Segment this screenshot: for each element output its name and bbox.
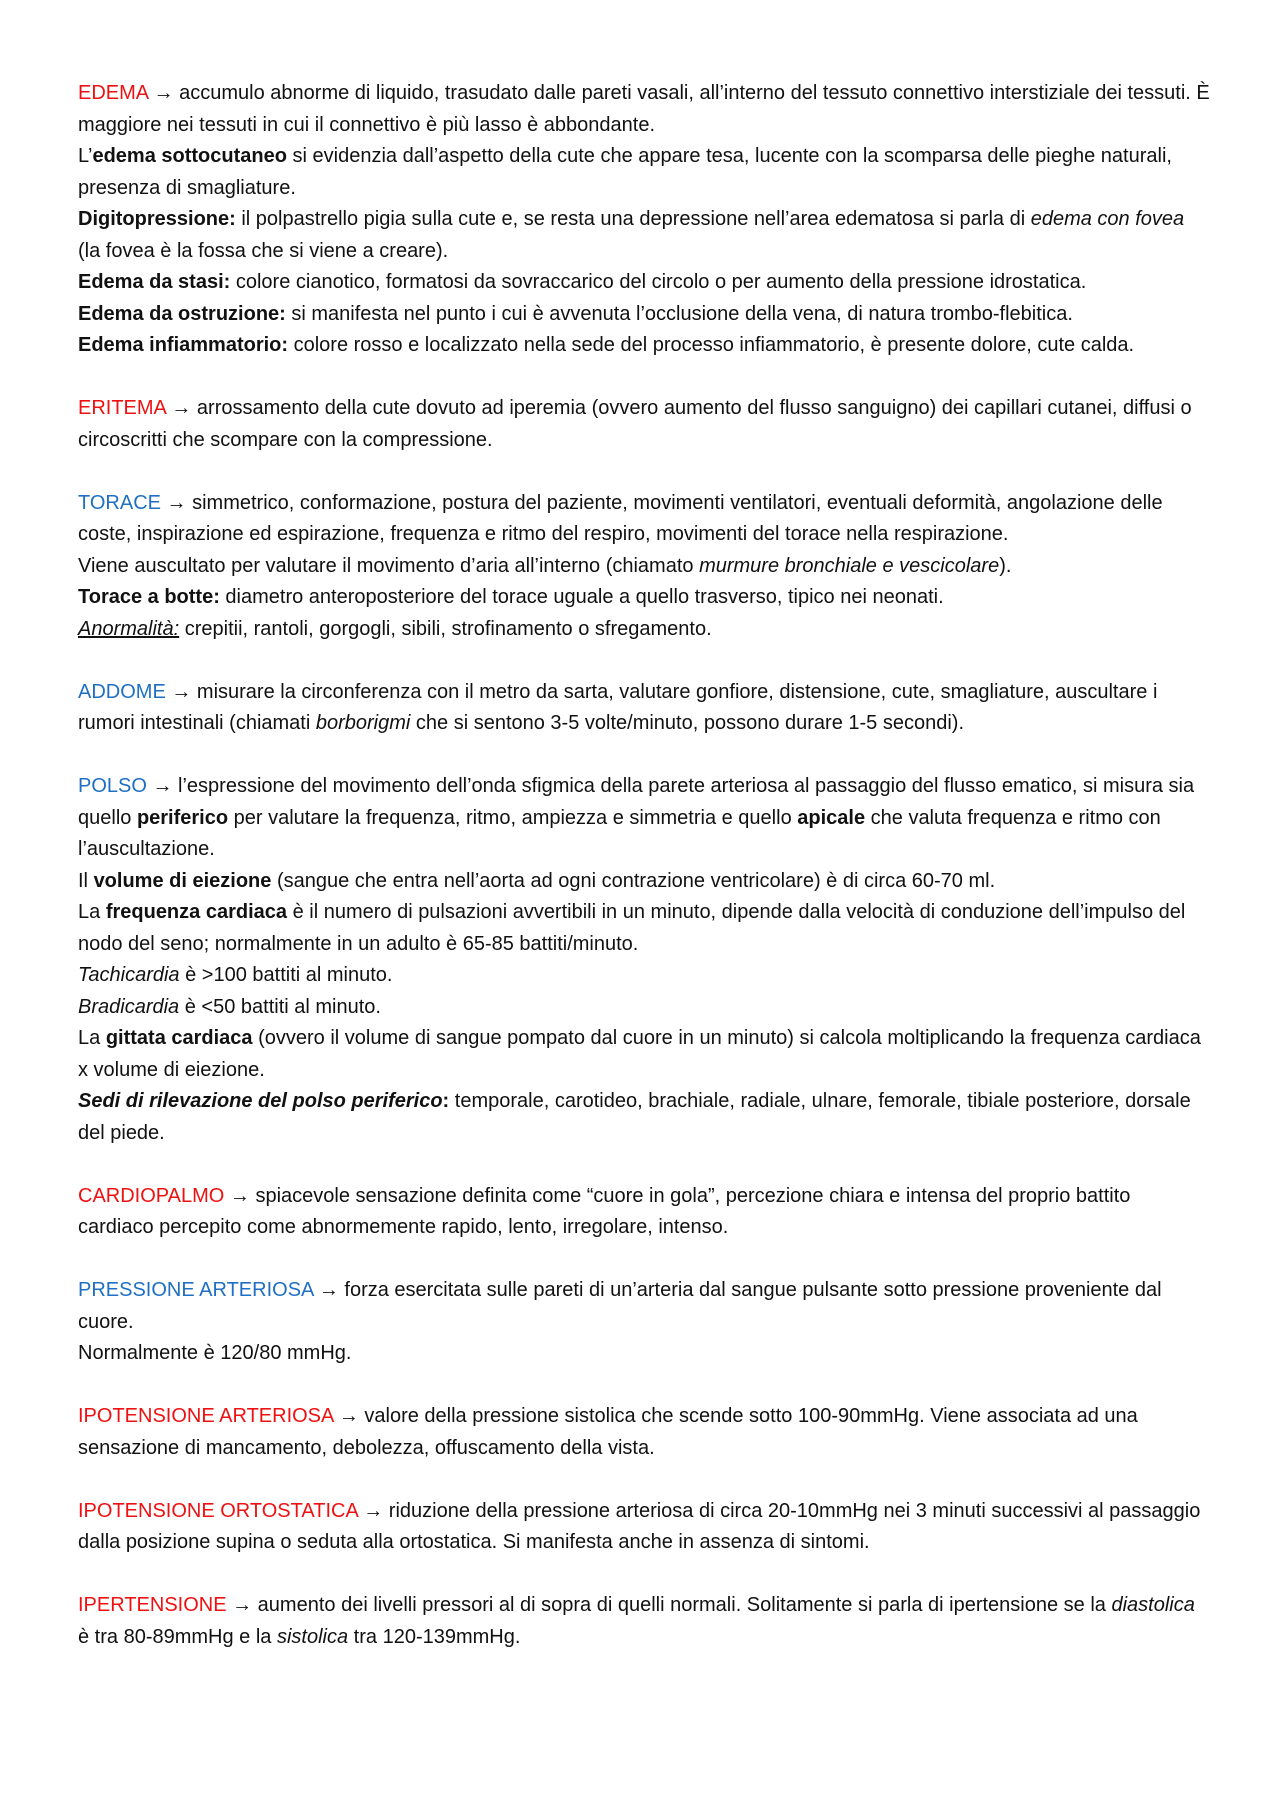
section-cardiopalmo	[78, 1181, 1210, 1244]
paragraph: L’edema sottocutaneo si evidenzia dall’aspetto della cute che appare tesa, lucente con la scomparsa delle pieghe naturali, presenza di smagliature.	[78, 145, 1172, 199]
paragraph: Edema da ostruzione: si manifesta nel punto i cui è avvenuta l’occlusione della vena, di natura trombo-flebitica.	[78, 302, 1073, 325]
arrow-icon: →	[171, 680, 192, 703]
paragraph: Edema infiammatorio: colore rosso e localizzato nella sede del processo infiammatorio, è presente dolore, cute calda.	[78, 334, 1135, 356]
paragraph: CARDIOPALMO → spiacevole sensazione definita come “cuore in gola”, percezione chiara e intensa del proprio battito cardiaco percepito come abnormemente rapido, lento, irregolare, intenso.	[78, 1184, 1131, 1238]
heading-ipotensione-ortostatica: IPOTENSIONE ORTOSTATICA	[78, 1499, 358, 1522]
arrow-icon: →	[153, 82, 174, 104]
paragraph: La gittata cardiaca (ovvero il volume di sangue pompato dal cuore in un minuto) si calcola moltiplicando la frequenza cardiaca x volume di eiezione.	[78, 1027, 1201, 1081]
paragraph: Sedi di rilevazione del polso periferico: temporale, carotideo, brachiale, radiale, ulnare, femorale, tibiale posteriore, dorsale del piede.	[78, 1090, 1191, 1144]
paragraph: Torace a botte: diametro anteroposteriore del torace uguale a quello trasverso, tipico nei neonati.	[78, 586, 944, 608]
heading-addome: ADDOME	[78, 680, 166, 703]
paragraph: IPOTENSIONE ARTERIOSA → valore della pressione sistolica che scende sotto 100-90mmHg. Viene associata ad una sensazione di mancamento, debolezza, offuscamento della vista.	[78, 1405, 1138, 1459]
paragraph: POLSO → l’espressione del movimento dell’onda sfigmica della parete arteriosa al passaggio del flusso ematico, si misura sia quello periferico per valutare la frequenza, ritmo, ampiezza e simmetria e quello apicale che valuta frequenza e ritmo con l’auscultazione.	[78, 775, 1195, 860]
paragraph: EDEMA → accumulo abnorme di liquido, trasudato dalle pareti vasali, all’interno del tessuto connettivo interstiziale dei tessuti. È maggiore nei tessuti in cui il connettivo è più lasso è abbondante.	[78, 82, 1210, 136]
paragraph: TORACE → simmetrico, conformazione, postura del paziente, movimenti ventilatori, eventuali deformità, angolazione delle coste, inspirazione ed espirazione, frequenza e ritmo del respiro, movimenti del torace nella respirazione.	[78, 491, 1163, 545]
heading-pressione-arteriosa: PRESSIONE ARTERIOSA	[78, 1279, 314, 1301]
paragraph: ERITEMA → arrossamento della cute dovuto ad iperemia (ovvero aumento del flusso sanguigno) dei capillari cutanei, diffusi o circoscritti che scompare con la compressione.	[78, 397, 1192, 451]
heading-ipotensione-arteriosa: IPOTENSIONE ARTERIOSA	[78, 1405, 334, 1427]
paragraph: Viene auscultato per valutare il movimento d’aria all’interno (chiamato murmure bronchiale e vescicolare).	[78, 554, 1012, 577]
section-pressione-arteriosa	[78, 1275, 1210, 1370]
section-addome	[78, 677, 1210, 740]
section-polso	[78, 771, 1210, 1149]
paragraph: Anormalità: crepitii, rantoli, gorgogli, sibili, strofinamento o sfregamento.	[78, 617, 712, 640]
arrow-icon: →	[166, 491, 187, 514]
paragraph: La frequenza cardiaca è il numero di pulsazioni avvertibili in un minuto, dipende dalla velocità di conduzione dell’impulso del nodo del seno; normalmente in un adulto è 65-85 battiti/minuto.	[78, 901, 1186, 955]
paragraph: IPOTENSIONE ORTOSTATICA → riduzione della pressione arteriosa di circa 20-10mmHg nei 3 minuti successivi al passaggio dalla posizione supina o seduta alla ortostatica. Si manifesta anche in assenza di sintomi.	[78, 1499, 1201, 1553]
section-ipotensione-ortostatica	[78, 1496, 1210, 1559]
heading-edema: EDEMA	[78, 82, 149, 104]
paragraph: ADDOME → misurare la circonferenza con il metro da sarta, valutare gonfiore, distensione, cute, smagliature, auscultare i rumori intestinali (chiamati borborigmi che si sentono 3-5 volte/minuto, possono durare 1-5 secondi).	[78, 680, 1158, 734]
arrow-icon: →	[363, 1499, 384, 1522]
arrow-icon: →	[232, 1594, 253, 1616]
paragraph: Edema da stasi: colore cianotico, formatosi da sovraccarico del circolo o per aumento della pressione idrostatica.	[78, 271, 1087, 293]
paragraph: IPERTENSIONE → aumento dei livelli pressori al di sopra di quelli normali. Solitamente si parla di ipertensione se la diastolica è tra 80-89mmHg e la sistolica tra 120-139mmHg.	[78, 1594, 1195, 1648]
heading-ipertensione: IPERTENSIONE	[78, 1594, 227, 1616]
paragraph: Normalmente è 120/80 mmHg.	[78, 1342, 352, 1364]
heading-torace: TORACE	[78, 491, 161, 514]
paragraph: Tachicardia è >100 battiti al minuto.	[78, 964, 393, 986]
arrow-icon: →	[152, 775, 173, 797]
arrow-icon: →	[338, 1405, 359, 1427]
paragraph: Digitopressione: il polpastrello pigia sulla cute e, se resta una depressione nell’area edematosa si parla di edema con fovea (la fovea è la fossa che si viene a creare).	[78, 208, 1185, 262]
section-ipotensione-arteriosa	[78, 1401, 1210, 1464]
section-torace	[78, 488, 1210, 646]
heading-polso: POLSO	[78, 775, 147, 797]
paragraph: Bradicardia è <50 battiti al minuto.	[78, 995, 381, 1018]
heading-eritema: ERITEMA	[78, 397, 166, 419]
section-edema	[78, 78, 1210, 362]
arrow-icon: →	[318, 1279, 339, 1301]
arrow-icon: →	[229, 1184, 250, 1207]
section-ipertensione	[78, 1590, 1210, 1653]
paragraph: Il volume di eiezione (sangue che entra nell’aorta ad ogni contrazione ventricolare) è di circa 60-70 ml.	[78, 869, 996, 892]
arrow-icon: →	[171, 397, 192, 419]
heading-cardiopalmo: CARDIOPALMO	[78, 1184, 225, 1207]
paragraph: PRESSIONE ARTERIOSA → forza esercitata sulle pareti di un’arteria dal sangue pulsante sotto pressione proveniente dal cuore.	[78, 1279, 1162, 1333]
section-eritema	[78, 393, 1210, 456]
